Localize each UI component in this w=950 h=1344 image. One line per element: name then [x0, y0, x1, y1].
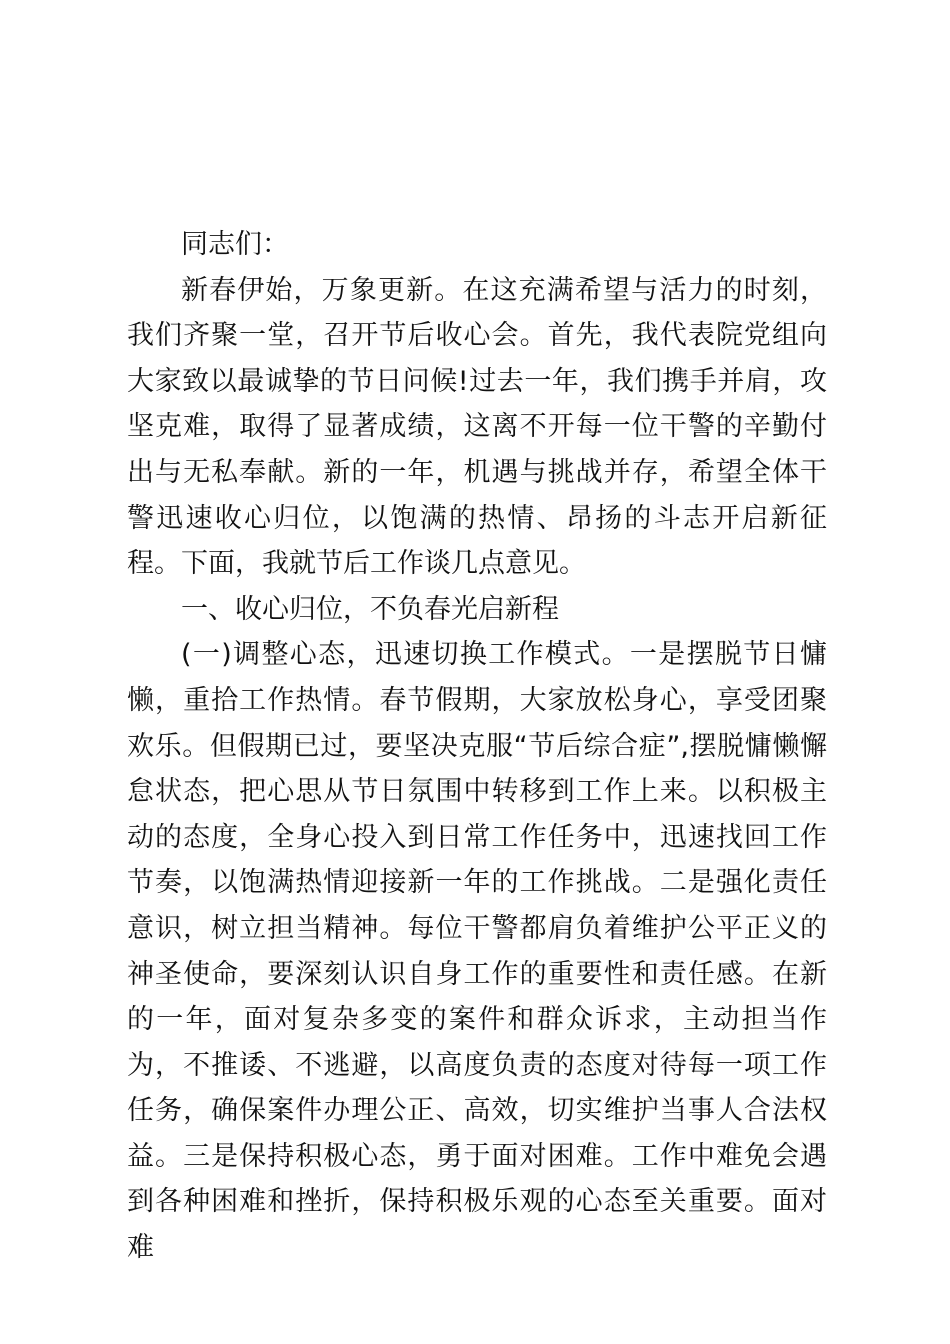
opening-paragraph: 新春伊始，万象更新。在这充满希望与活力的时刻，我们齐聚一堂，召开节后收心会。首先，我代表院党组向大家致以最诚挚的节日问候!过去一年，我们携手并肩，攻坚克难，取得了显著成绩，这离不开每一位干警的辛勤付出与无私奉献。新的一年，机遇与挑战并存，希望全体干警迅速收心归位，以饱满的热情、昂扬的斗志开启新征程。下面，我就节后工作谈几点意见。 [127, 274, 827, 580]
document-body [127, 222, 827, 1271]
section-heading: 一、收心归位，不负春光启新程 [181, 593, 559, 625]
salutation: 同志们： [181, 229, 289, 260]
subsection-paragraph: (一)调整心态，迅速切换工作模式。一是摆脱节日慵懒，重拾工作热情。春节假期，大家放松身心，享受团聚欢乐。但假期已过，要坚决克服“节后综合症”,摆脱慵懒懈怠状态，把心思从节日氛围中转移到工作上来。以积极主动的态度，全身心投入到日常工作任务中，迅速找回工作节奏，以饱满热情迎接新一年的工作挑战。二是强化责任意识，树立担当精神。每位干警都肩负着维护公平正义的神圣使命，要深刻认识自身工作的重要性和责任感。在新的一年，面对复杂多变的案件和群众诉求，主动担当作为，不推诿、不逃避，以高度负责的态度对待每一项工作任务，确保案件办理公正、高效，切实维护当事人合法权益。三是保持积极心态，勇于面对困难。工作中难免会遇到各种困难和挫折，保持积极乐观的心态至关重要。面对难 [127, 639, 827, 1264]
